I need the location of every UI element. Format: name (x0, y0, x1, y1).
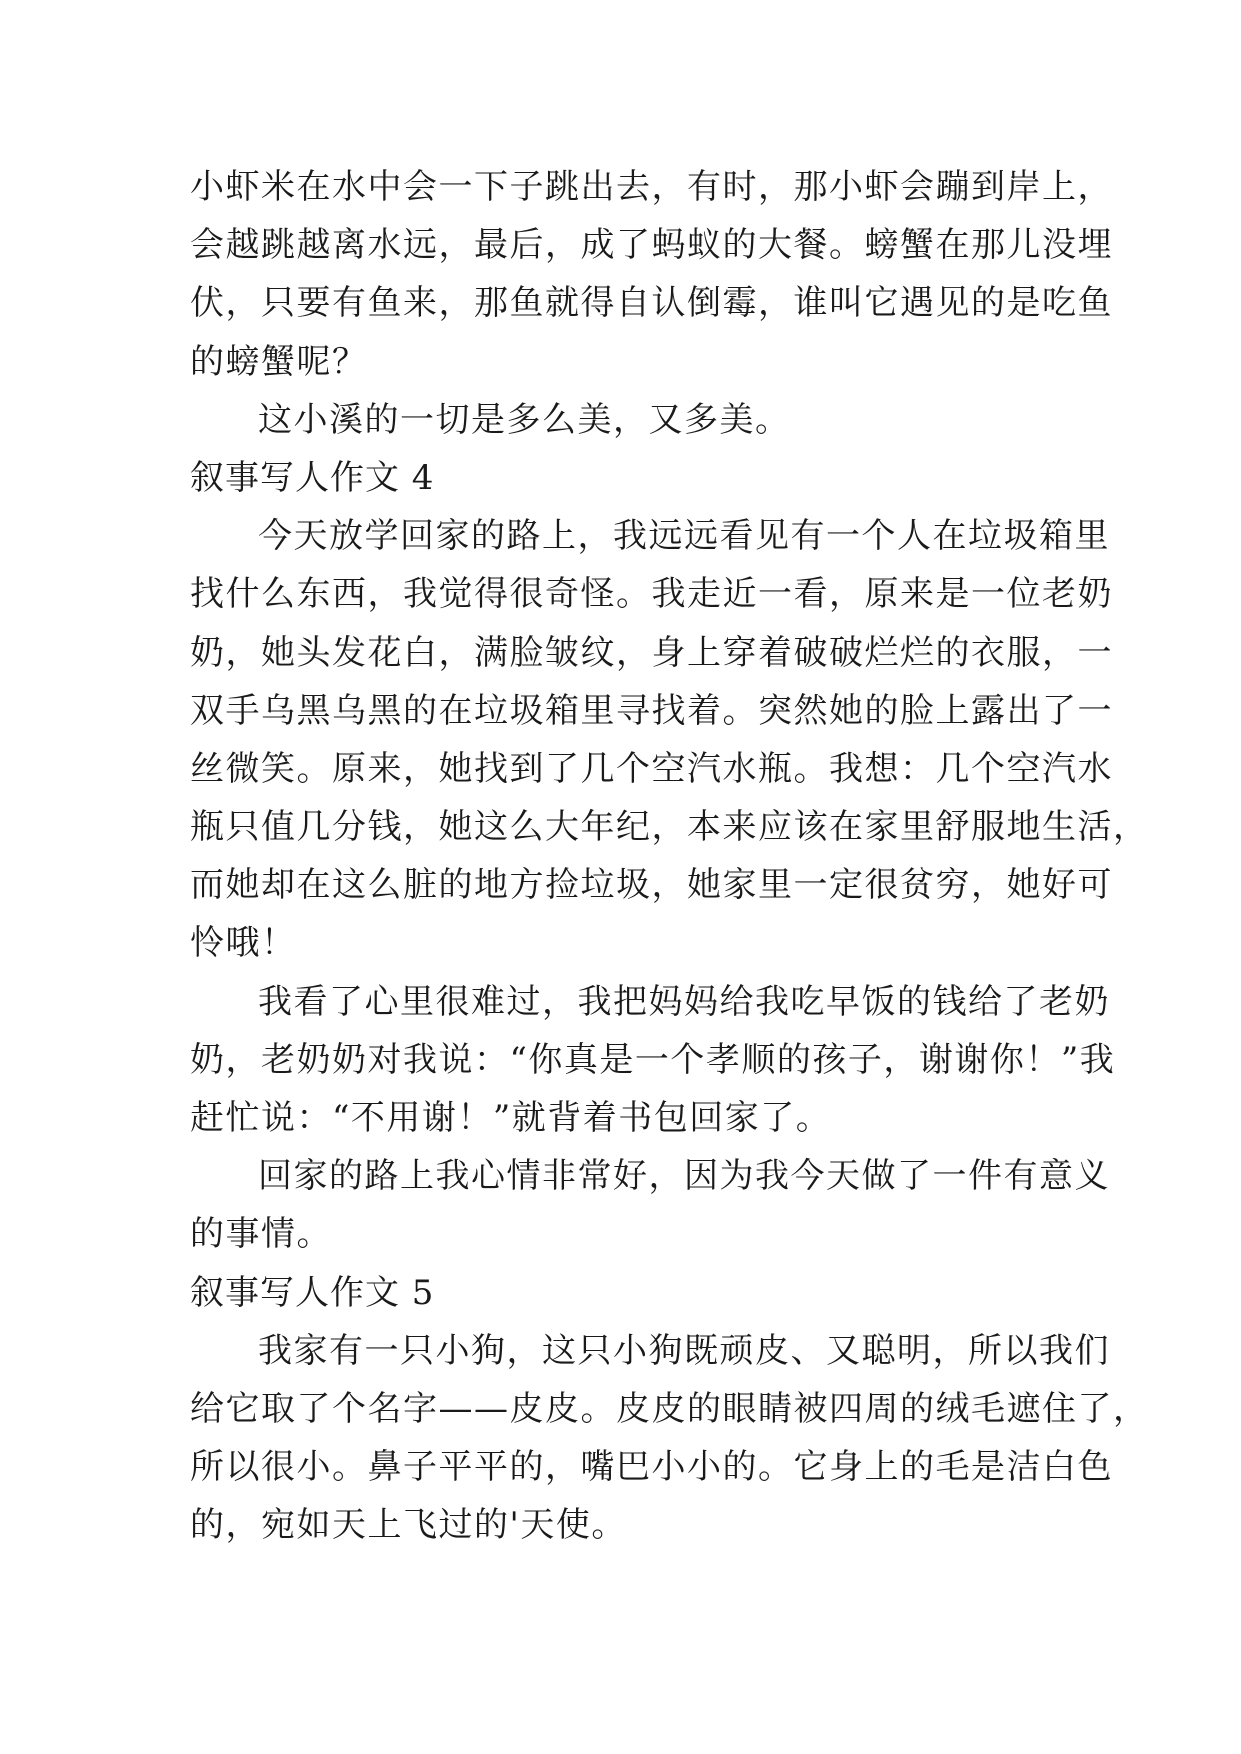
text-line: 赶忙说：“不用谢！”就背着书包回家了。 (190, 1098, 832, 1138)
text-line: 而她却在这么脏的地方捡垃圾，她家里一定很贫穷，她好可 (190, 865, 1113, 906)
text-line: 伏，只要有鱼来，那鱼就得自认倒霉，谁叫它遇见的是吃鱼 (190, 283, 1113, 324)
text-line: 瓶只值几分钱，她这么大年纪，本来应该在家里舒服地生活， (190, 807, 1149, 848)
section-heading: 叙事写人作文 4 (190, 457, 435, 498)
document-page (190, 158, 1149, 1555)
section-heading: 叙事写人作文 5 (190, 1272, 435, 1313)
text-line: 丝微笑。原来，她找到了几个空汽水瓶。我想：几个空汽水 (190, 748, 1113, 789)
text-line: 所以很小。鼻子平平的，嘴巴小小的。它身上的毛是洁白色 (190, 1447, 1113, 1488)
text-line: 今天放学回家的路上，我远远看见有一个人在垃圾箱里 (258, 516, 1110, 557)
text-line: 回家的路上我心情非常好，因为我今天做了一件有意义 (258, 1156, 1110, 1197)
text-line: 找什么东西，我觉得很奇怪。我走近一看，原来是一位老奶 (190, 574, 1113, 615)
text-line: 我家有一只小狗，这只小狗既顽皮、又聪明，所以我们 (258, 1330, 1110, 1371)
text-line: 的，宛如天上飞过的'天使。 (190, 1505, 627, 1546)
text-line: 这小溪的一切是多么美，又多美。 (258, 399, 791, 440)
text-line: 奶，她头发花白，满脸皱纹，身上穿着破破烂烂的衣服，一 (190, 632, 1113, 673)
text-line: 的螃蟹呢？ (190, 341, 368, 382)
text-line: 我看了心里很难过，我把妈妈给我吃早饭的钱给了老奶 (258, 981, 1110, 1022)
text-line: 怜哦！ (190, 923, 297, 964)
text-line: 双手乌黑乌黑的在垃圾箱里寻找着。突然她的脸上露出了一 (190, 690, 1113, 731)
text-line: 会越跳越离水远，最后，成了蚂蚁的大餐。螃蟹在那儿没埋 (190, 225, 1113, 266)
text-line: 的事情。 (190, 1214, 332, 1255)
text-line: 小虾米在水中会一下子跳出去，有时，那小虾会蹦到岸上， (190, 167, 1113, 207)
text-line: 给它取了个名字——皮皮。皮皮的眼睛被四周的绒毛遮住了， (190, 1388, 1149, 1429)
text-line: 奶，老奶奶对我说：“你真是一个孝顺的孩子，谢谢你！”我 (190, 1039, 1116, 1080)
